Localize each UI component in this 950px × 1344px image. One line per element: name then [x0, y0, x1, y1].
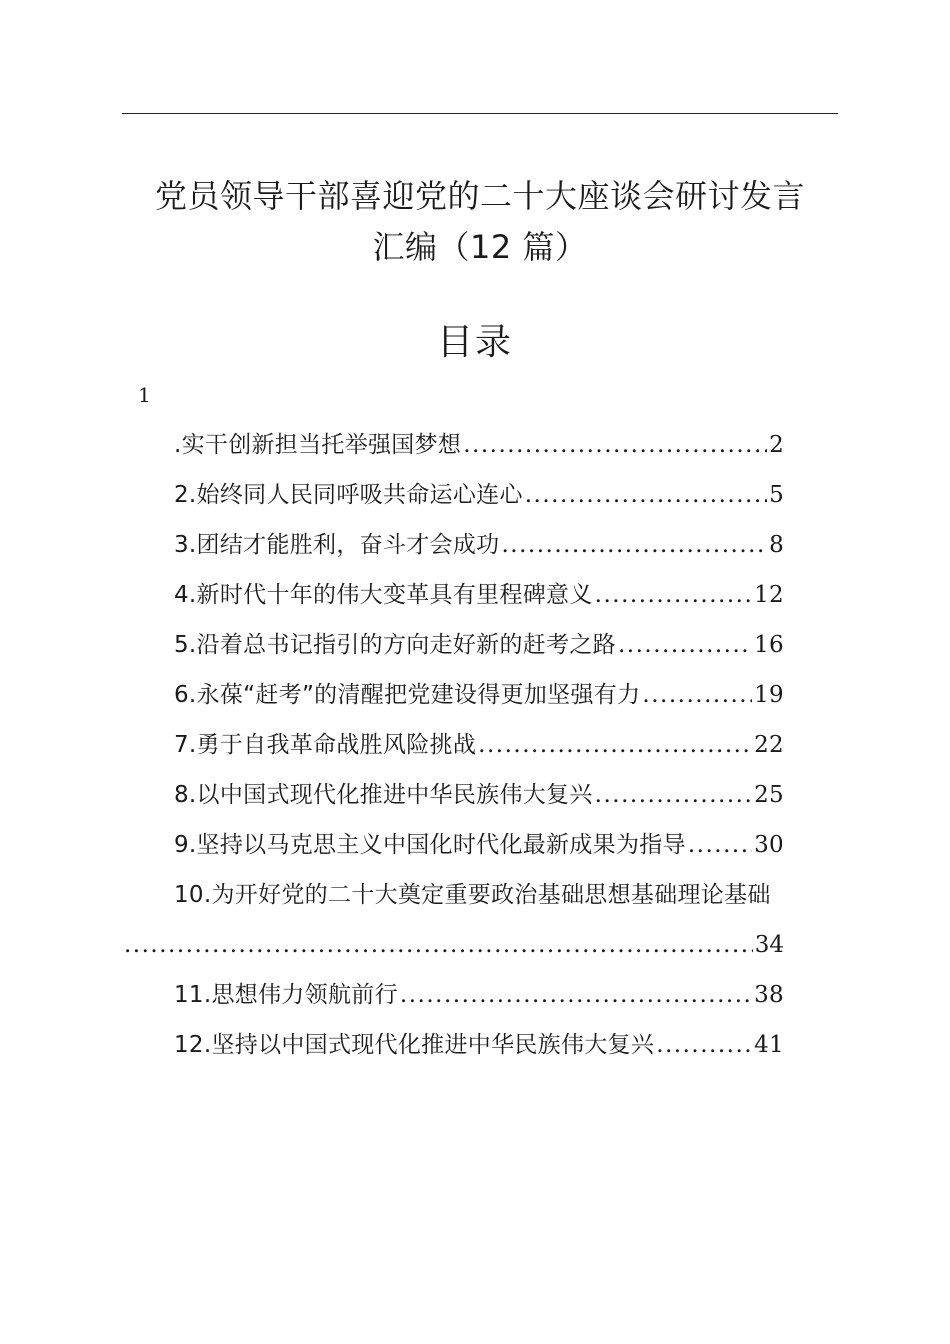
toc-entry-label: 7.勇于自我革命战胜风险挑战 [174, 732, 477, 758]
toc-leader-dots [688, 820, 752, 870]
toc-leader-dots [595, 770, 752, 820]
toc-entry-label: 9.坚持以马克思主义中国化时代化最新成果为指导 [174, 832, 686, 858]
toc-entry-2[interactable] [174, 470, 784, 520]
toc-entry-6[interactable] [174, 670, 784, 720]
toc-leader-dots [501, 520, 767, 570]
toc-entry-page: 16 [754, 632, 784, 658]
toc-entry-12[interactable] [174, 1020, 784, 1070]
document-title-line-1: 党员领导干部喜迎党的二十大座谈会研讨发言 [154, 177, 805, 215]
toc-entry-page: 12 [754, 582, 784, 608]
toc-entry-11[interactable] [174, 970, 784, 1020]
toc-entry-page: 25 [754, 782, 784, 808]
toc-entry-label: 4.新时代十年的伟大变革具有里程碑意义 [174, 582, 593, 608]
toc-entry-label: 10.为开好党的二十大奠定重要政治基础思想基础理论基础 [174, 882, 771, 908]
toc-entry-1[interactable] [174, 420, 784, 470]
toc-entry-label: 5.沿着总书记指引的方向走好新的赶考之路 [174, 632, 616, 658]
toc-entry-4[interactable] [174, 570, 784, 620]
toc-entry-page: 38 [754, 982, 784, 1008]
toc-leader-dots [525, 470, 767, 520]
toc-entry-page: 41 [754, 1032, 784, 1058]
toc-leader-dots [656, 1020, 752, 1070]
header-rule [122, 113, 838, 114]
toc-leader-dots [478, 720, 752, 770]
toc-entry-label: 11.思想伟力领航前行 [174, 982, 398, 1008]
toc-entry-label: 2.始终同人民同呼吸共命运心连心 [174, 482, 523, 508]
list-marker: 1 [138, 383, 151, 407]
toc-leader-dots [618, 620, 752, 670]
table-of-contents [174, 420, 784, 1070]
toc-entry-3[interactable] [174, 520, 784, 570]
toc-entry-page: 2 [769, 432, 784, 458]
toc-leader-dots [463, 420, 767, 470]
toc-leader-dots [642, 670, 752, 720]
toc-entry-page: 22 [754, 732, 784, 758]
toc-leader-dots [595, 570, 752, 620]
toc-entry-5[interactable] [174, 620, 784, 670]
toc-entry-page: 34 [754, 932, 784, 958]
toc-entry-label: 3.团结才能胜利，奋斗才会成功 [174, 532, 500, 558]
document-title-line-2: 汇编（12 篇） [372, 228, 588, 266]
toc-leader-dots [400, 970, 752, 1020]
toc-entry-page: 30 [754, 832, 784, 858]
toc-entry-9[interactable] [174, 820, 784, 870]
toc-entry-label: 6.永葆“赶考”的清醒把党建设得更加坚强有力 [174, 682, 641, 708]
toc-entry-continuation [122, 920, 784, 970]
toc-leader-dots [124, 920, 753, 970]
toc-entry-label: 12.坚持以中国式现代化推进中华民族伟大复兴 [174, 1032, 655, 1058]
toc-entry-7[interactable] [174, 720, 784, 770]
toc-entry-10[interactable] [174, 870, 784, 970]
toc-entry-page: 8 [769, 532, 784, 558]
toc-entry-label: 8.以中国式现代化推进中华民族伟大复兴 [174, 782, 593, 808]
toc-entry-page: 5 [769, 482, 784, 508]
toc-entry-8[interactable] [174, 770, 784, 820]
toc-entry-label: .实干创新担当托举强国梦想 [174, 432, 462, 458]
toc-heading: 目录 [436, 322, 513, 363]
toc-entry-page: 19 [754, 682, 784, 708]
